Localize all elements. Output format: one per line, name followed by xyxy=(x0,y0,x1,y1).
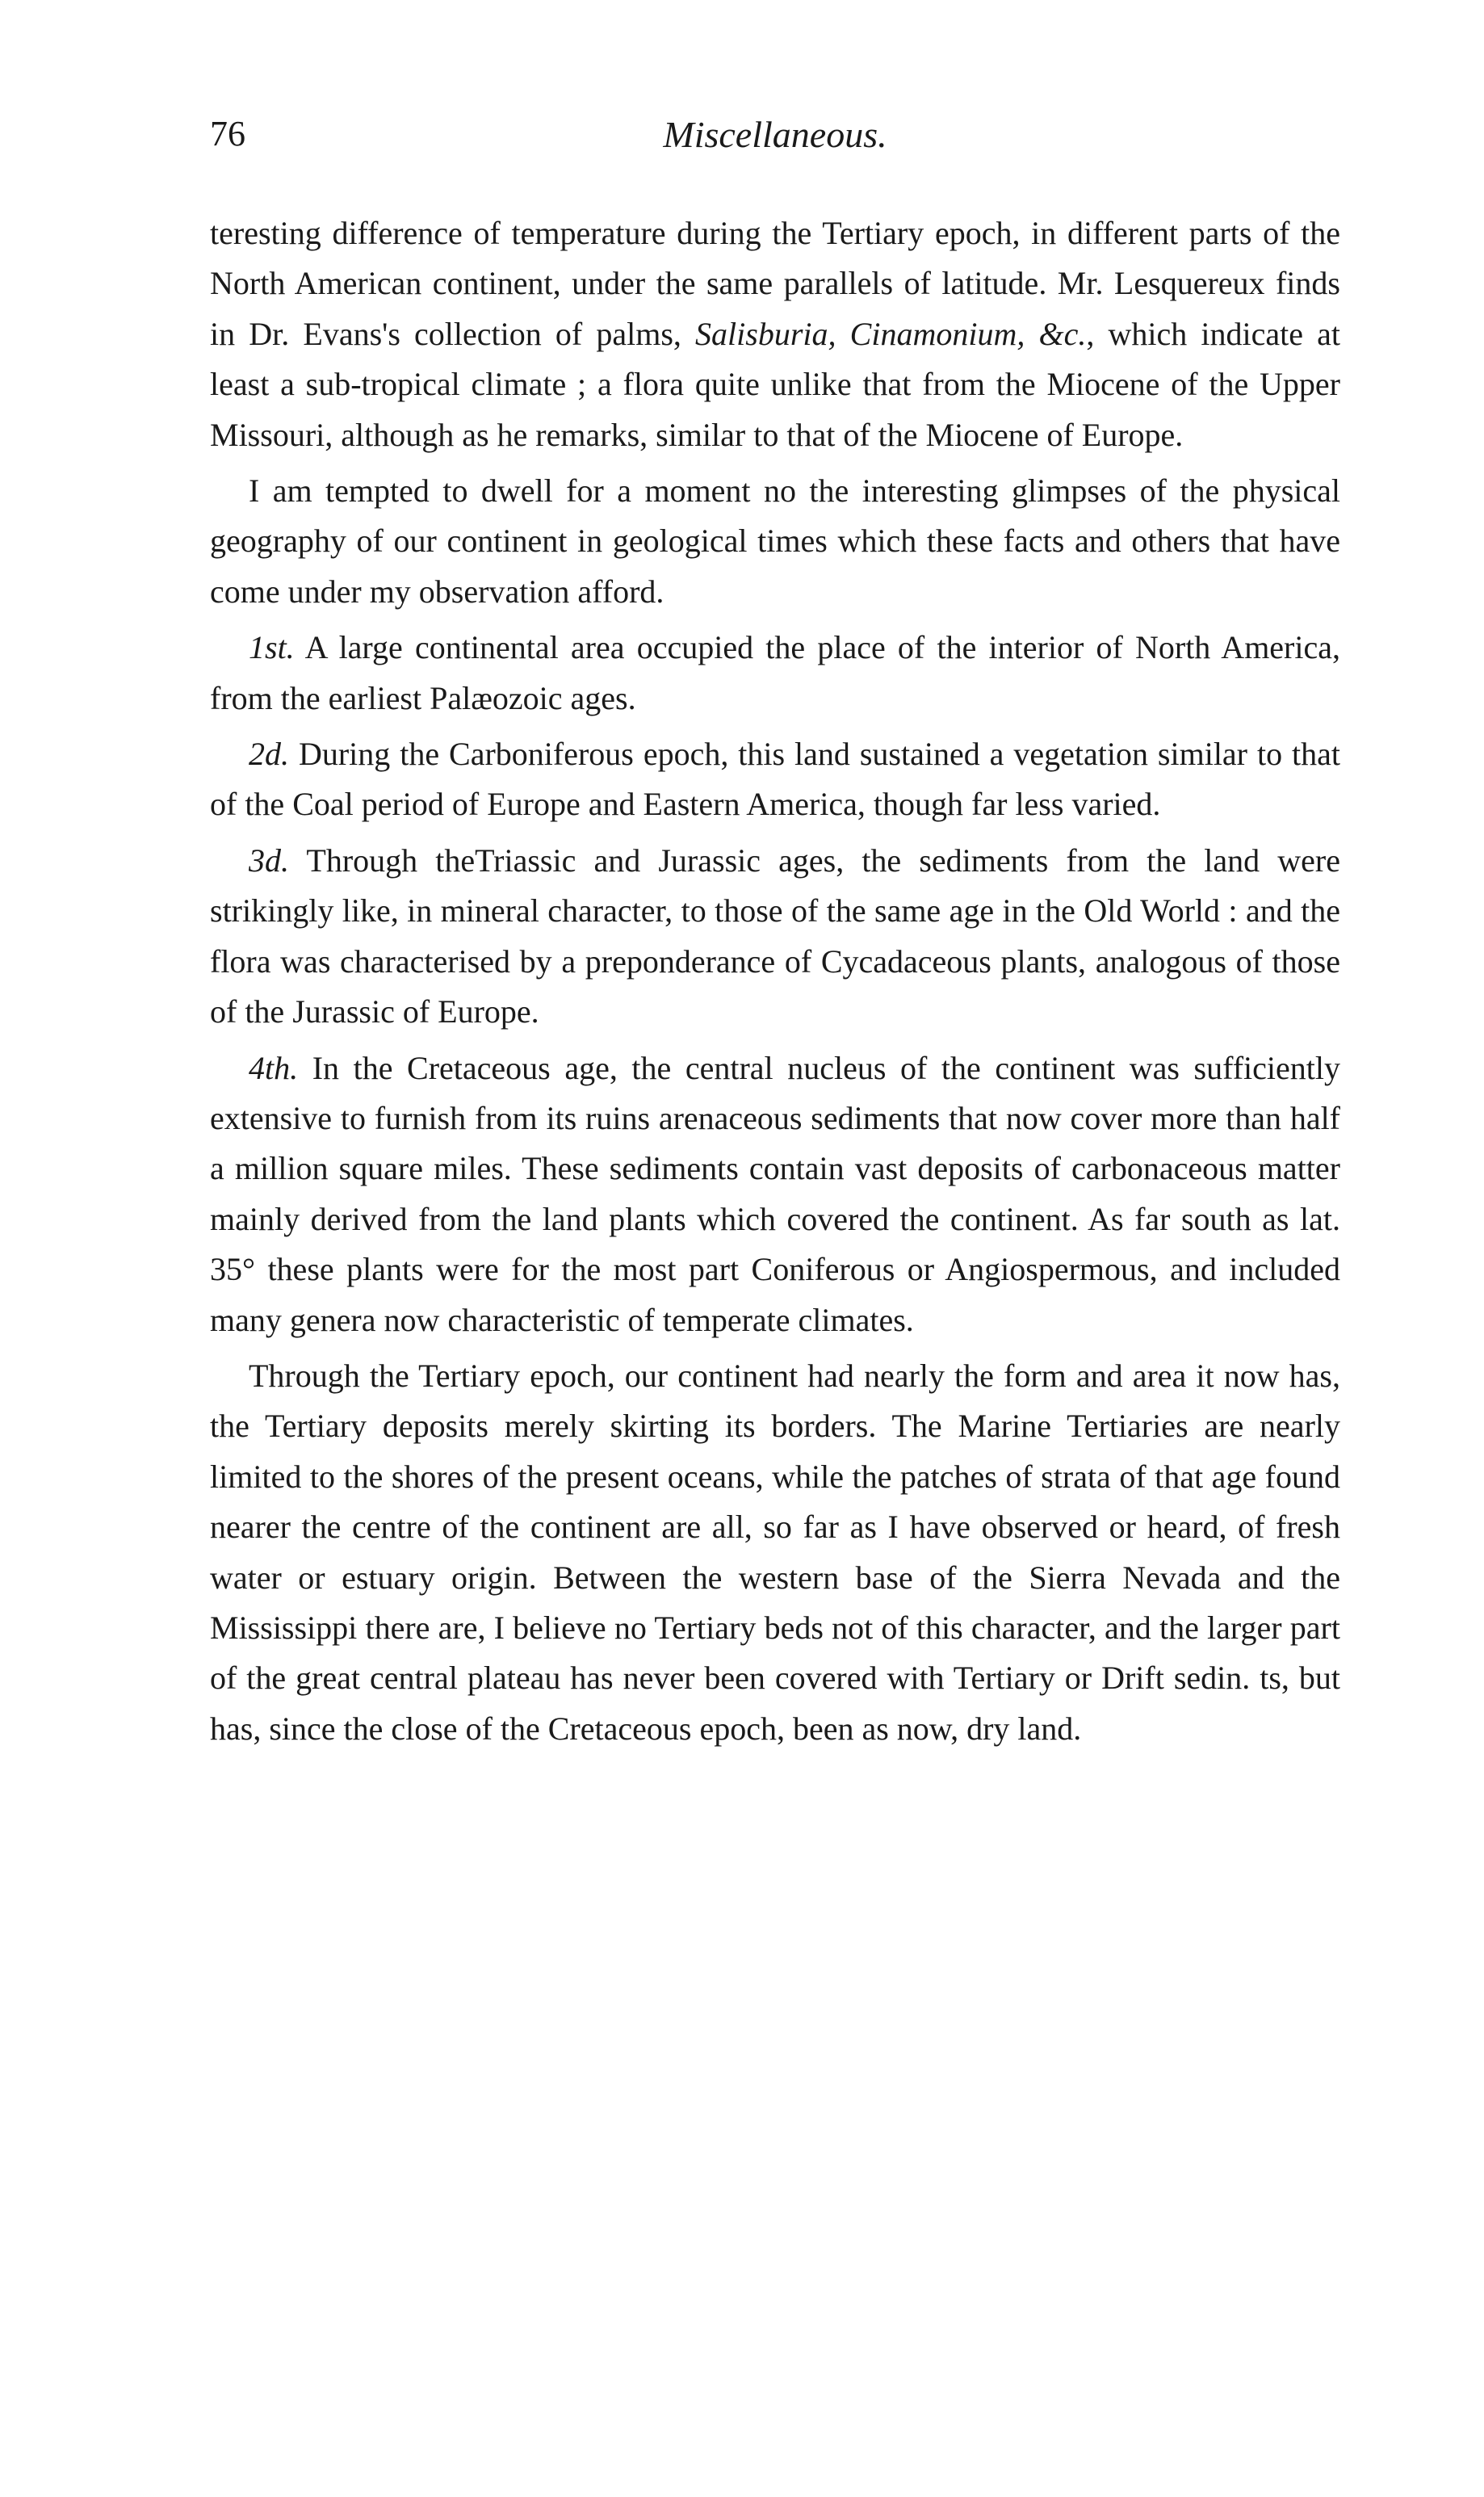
paragraph-text: A large continental area occupied the place of the interior of North America, from the earliest Palæozoic ages. xyxy=(210,629,1340,716)
book-page xyxy=(210,0,1340,2497)
genus-names: Salisburia, Cinamonium, &c. xyxy=(695,315,1087,352)
paragraph-intro: I am tempted to dwell for a moment no the interesting glimpses of the physical geography of our continent in geological times which these facts and others that have come under my observation afford. xyxy=(210,472,1340,610)
paragraph-tertiary: Through the Tertiary epoch, our continent had nearly the form and area it now has, the Tertiary deposits merely skirting its borders. The Marine Tertiaries are nearly limited to the shores of the present oceans, while the patches of strata of that age found nearer the centre of the continent are all, so far as I have observed or heard, of fresh water or estuary origin. Between the western base of the Sierra Nevada and the Mississippi there are, I believe no Tertiary beds not of this character, and the larger part of the great central plateau has never been covered with Tertiary or Drift sedin. ts, but has, since the close of the Cretaceous epoch, been as now, dry land. xyxy=(210,1357,1340,1747)
ordinal-label: 2d. xyxy=(249,736,289,773)
paragraph-text: During the Carboniferous epoch, this land sustained a vegetation similar to that of the Coal period of Europe and Eastern America, though far less varied. xyxy=(210,736,1340,823)
ordinal-label: 4th. xyxy=(249,1049,299,1086)
ordinal-label: 1st. xyxy=(249,629,295,666)
body-text xyxy=(210,208,1340,1760)
paragraph-second xyxy=(210,729,1340,830)
page-header xyxy=(210,113,1340,170)
text-segment: teresting difference of temperature during the Tertiary epoch, in different parts of the North American continent, under the same parallels of latitude. Mr. Lesquereux finds in Dr. Evans's collection of palms, xyxy=(210,215,1340,352)
paragraph-text: In the Cretaceous age, the central nucleus of the continent was sufficiently extensive to furnish from its ruins arenaceous sediments that now cover more than half a million square miles. These sediments contain vast deposits of carbonaceous matter mainly derived from the land plants which covered the continent. As far south as lat. 35° these plants were for the most part Coniferous or Angiospermous, and included many genera now characteristic of temperate climates. xyxy=(210,1049,1340,1338)
ordinal-label: 3d. xyxy=(249,841,289,879)
paragraph-text: Through theTriassic and Jurassic ages, the sediments from the land were strikingly like, in mineral character, to those of the same age in the Old World : and the flora was characterised by a preponderance of Cycadaceous plants, analogous of those of the Jurassic of Europe. xyxy=(210,841,1340,1030)
paragraph-third xyxy=(210,836,1340,1038)
paragraph-continuation xyxy=(210,208,1340,460)
running-title: Miscellaneous. xyxy=(663,114,887,155)
text-segment: , which indicate at least a sub-tropical climate ; a flora quite unlike that from the Miocene of the Upper Missouri, although as he remarks, similar to that of the Miocene of Europe. xyxy=(210,315,1340,453)
paragraph-fourth xyxy=(210,1043,1340,1345)
paragraph-first xyxy=(210,623,1340,724)
page-number: 76 xyxy=(210,114,245,153)
